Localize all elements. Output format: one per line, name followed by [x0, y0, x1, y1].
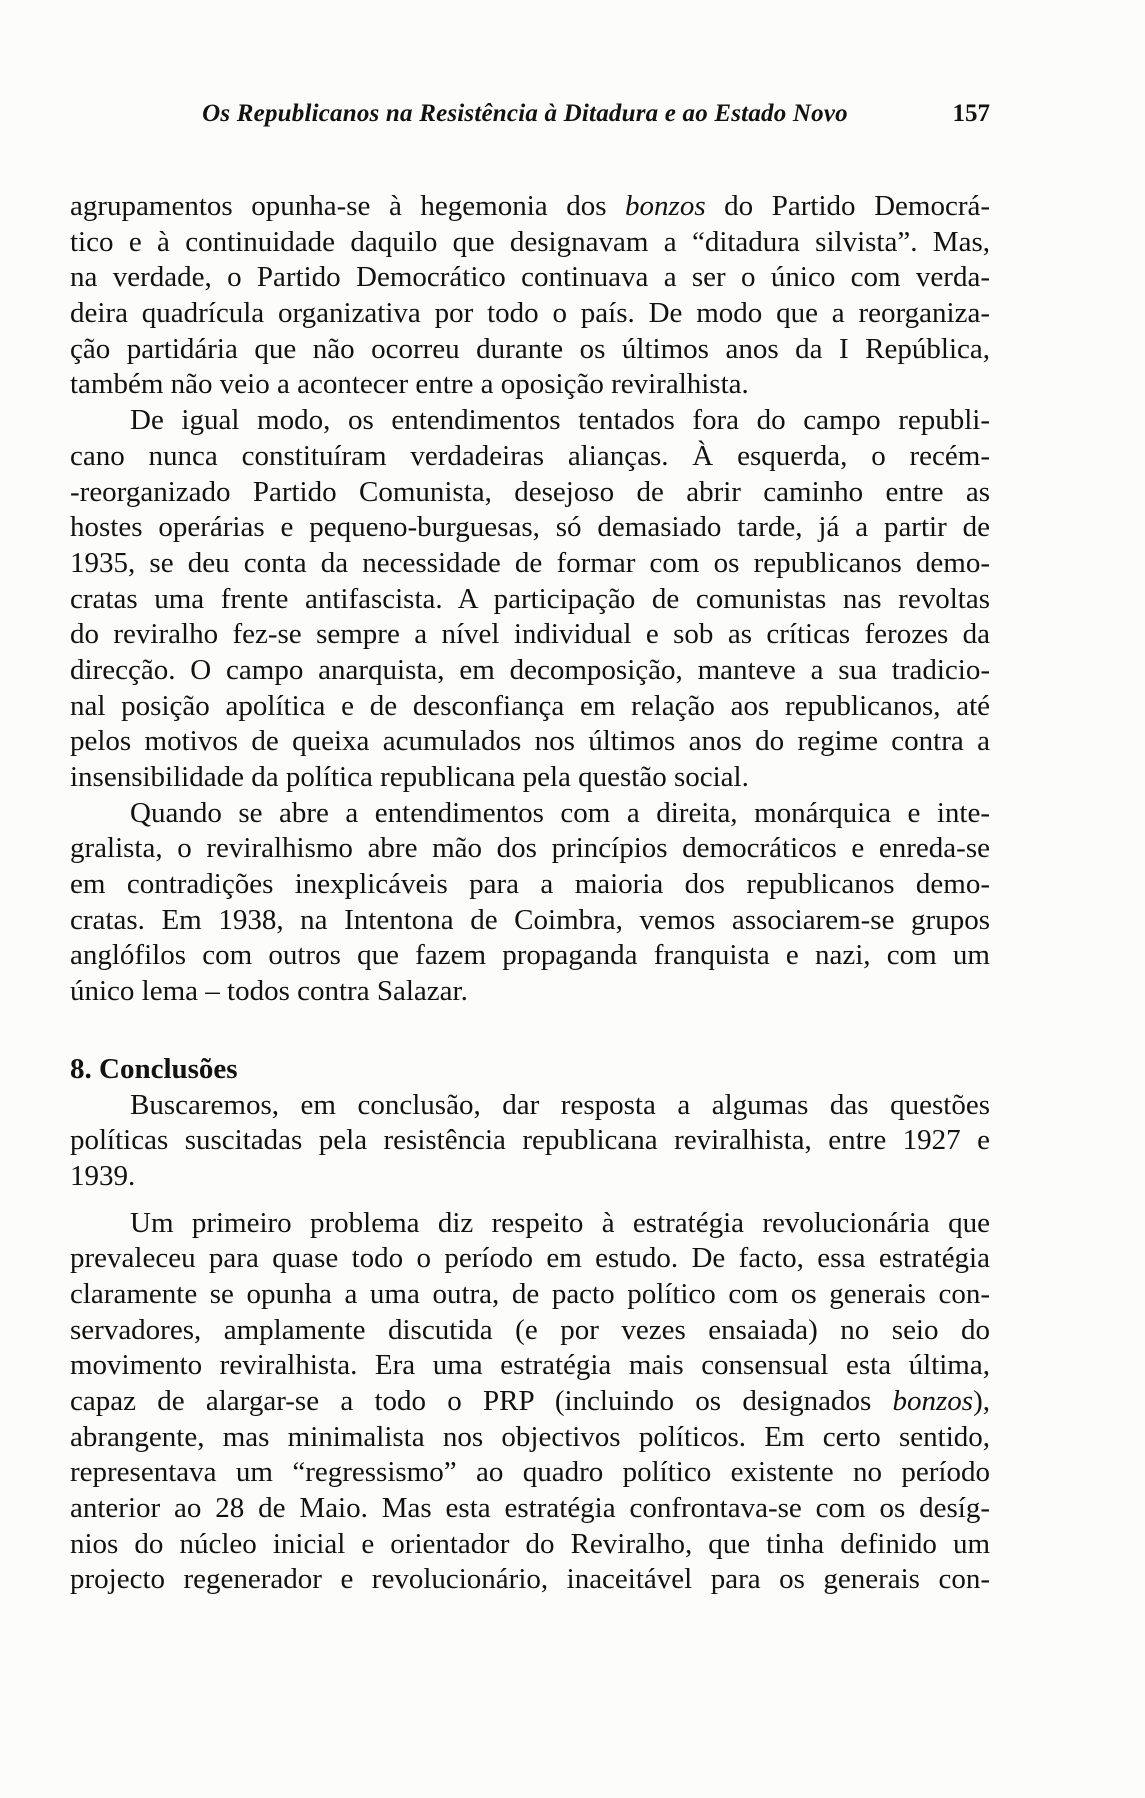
text-line: do reviralho fez-se sempre a nível individual e sob as críticas ferozes da	[70, 618, 990, 651]
text-line: servadores, amplamente discutida (e por vezes ensaiada) no seio do	[70, 1313, 990, 1346]
text-line: Quando se abre a entendimentos com a direita, monárquica e inte-	[130, 796, 990, 829]
text-line: hostes operárias e pequeno-burguesas, só demasiado tarde, já a partir de	[70, 511, 990, 544]
text-line: na verdade, o Partido Democrático continuava a ser o único com verda-	[70, 261, 990, 294]
text-line: gralista, o reviralhismo abre mão dos princípios democráticos e enreda-se	[70, 832, 990, 865]
text-line: cratas uma frente antifascista. A participação de comunistas nas revoltas	[70, 582, 990, 615]
text-line: abrangente, mas minimalista nos objectivos políticos. Em certo sentido,	[70, 1420, 990, 1453]
text-line: capaz de alargar-se a todo o PRP (incluindo os designados bonzos),	[70, 1385, 990, 1417]
emphasis: bonzos	[625, 190, 706, 222]
text-line: anglófilos com outros que fazem propaganda franquista e nazi, com um	[70, 939, 990, 972]
paragraph	[70, 1206, 990, 1599]
text-line: -reorganizado Partido Comunista, desejoso de abrir caminho entre as	[70, 475, 990, 508]
text-line: nios do núcleo inicial e orientador do Reviralho, que tinha definido um	[70, 1527, 990, 1560]
text-line: agrupamentos opunha-se à hegemonia dos bonzos do Partido Democrá-	[70, 190, 991, 222]
text-line: Buscaremos, em conclusão, dar resposta a algumas das questões	[130, 1088, 990, 1121]
paragraph	[70, 1088, 990, 1195]
emphasis: bonzos	[892, 1385, 974, 1417]
text-line: políticas suscitadas pela resistência republicana reviralhista, entre 1927 e	[70, 1124, 990, 1157]
running-title: Os Republicanos na Resistência à Ditadura e ao Estado Novo	[202, 100, 848, 127]
running-header	[70, 96, 990, 132]
text-line: pelos motivos de queixa acumulados nos últimos anos do regime contra a	[70, 725, 990, 758]
text-line: Um primeiro problema diz respeito à estratégia revolucionária que	[130, 1206, 990, 1239]
text-line: também não veio a acontecer entre a oposição reviralhista.	[70, 368, 749, 401]
paragraph	[70, 796, 990, 1010]
text-line: deira quadrícula organizativa por todo o país. De modo que a reorganiza-	[70, 297, 990, 330]
text-line: prevaleceu para quase todo o período em estudo. De facto, essa estratégia	[70, 1242, 990, 1275]
paragraph-spacer	[70, 1195, 990, 1206]
section-heading: 8. Conclusões	[70, 1052, 238, 1085]
text-line: De igual modo, os entendimentos tentados fora do campo republi-	[130, 404, 990, 437]
paragraph	[70, 189, 990, 403]
text-line: nal posição apolítica e de desconfiança em relação aos republicanos, até	[70, 689, 990, 722]
body-text	[70, 189, 990, 1598]
section-spacer	[70, 1010, 990, 1052]
text-line: 1935, se deu conta da necessidade de formar com os republicanos demo-	[70, 546, 990, 579]
text-line: 1939.	[70, 1159, 136, 1192]
text-line: direcção. O campo anarquista, em decomposição, manteve a sua tradicio-	[70, 653, 990, 686]
text-line: ção partidária que não ocorreu durante os últimos anos da I República,	[70, 332, 990, 365]
text-line: em contradições inexplicáveis para a maioria dos republicanos demo-	[70, 868, 990, 901]
paragraph	[70, 403, 990, 796]
text-line: projecto regenerador e revolucionário, inaceitável para os generais con-	[70, 1563, 990, 1596]
text-line: único lema – todos contra Salazar.	[70, 975, 468, 1008]
text-line: insensibilidade da política republicana pela questão social.	[70, 761, 749, 793]
text-line: anterior ao 28 de Maio. Mas esta estratégia confrontava-se com os desíg-	[70, 1492, 990, 1525]
text-line: tico e à continuidade daquilo que designavam a “ditadura silvista”. Mas,	[70, 225, 990, 258]
text-line: cano nunca constituíram verdadeiras alianças. À esquerda, o recém-	[70, 439, 990, 472]
text-line: representava um “regressismo” ao quadro político existente no período	[70, 1456, 990, 1489]
page-number: 157	[952, 100, 990, 127]
text-line: movimento reviralhista. Era uma estratégia mais consensual esta última,	[70, 1349, 990, 1382]
text-line: claramente se opunha a uma outra, de pacto político com os generais con-	[70, 1277, 990, 1310]
text-line: cratas. Em 1938, na Intentona de Coimbra, vemos associarem-se grupos	[70, 903, 990, 936]
